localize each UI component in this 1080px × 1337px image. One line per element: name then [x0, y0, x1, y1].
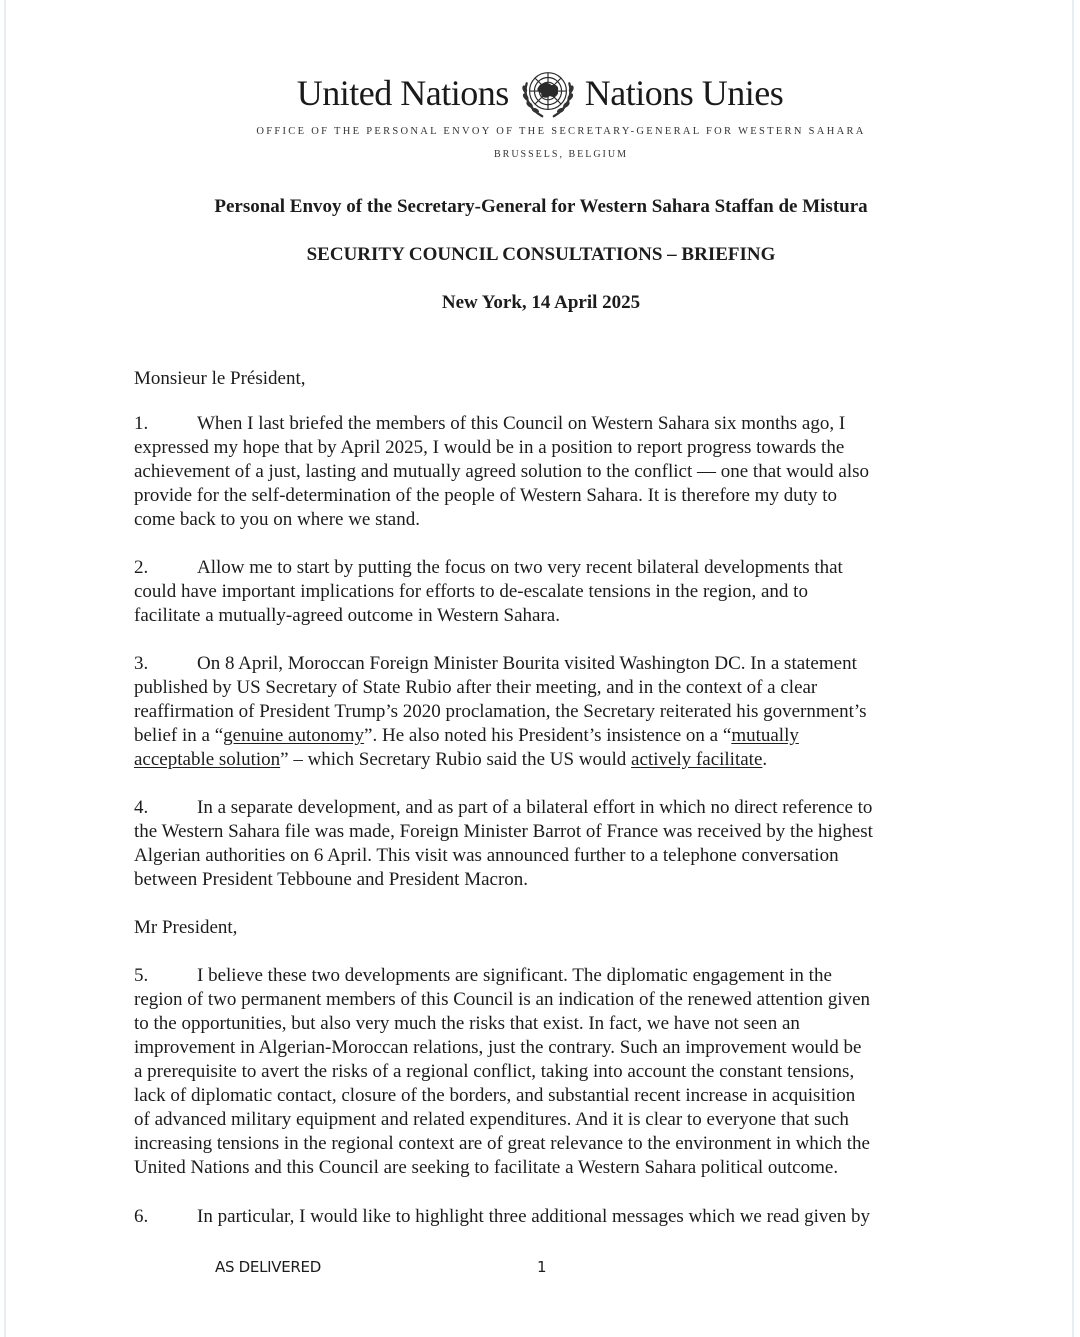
paragraph-line: reaffirmation of President Trump’s 2020 proclamation, the Secretary reiterated his government’s: [134, 701, 867, 722]
dateline: New York, 14 April 2025: [441, 292, 641, 313]
paragraph-line: lack of diplomatic contact, closure of the borders, and substantial recent increase in acquisition: [134, 1085, 856, 1106]
underlined-quote-mutually: mutually: [731, 725, 799, 746]
paragraph-line: I believe these two developments are significant. The diplomatic engagement in the: [197, 965, 832, 986]
document-title: Personal Envoy of the Secretary-General for Western Sahara Staffan de Mistura: [214, 196, 868, 217]
paragraph-number: 5.: [134, 965, 149, 986]
office-city: BRUSSELS, BELGIUM: [493, 149, 628, 160]
document-subtitle: SECURITY COUNCIL CONSULTATIONS – BRIEFING: [306, 244, 776, 265]
office-name: OFFICE OF THE PERSONAL ENVOY OF THE SECRETARY-GENERAL FOR WESTERN SAHARA: [256, 126, 866, 137]
paragraph-number: 4.: [134, 797, 149, 818]
un-emblem-icon: [517, 62, 579, 124]
paragraph-line: belief in a “genuine autonomy”. He also noted his President’s insistence on a “mutually: [134, 725, 799, 746]
paragraph-3: [134, 652, 964, 772]
paragraph-line: achievement of a just, lasting and mutually agreed solution to the conflict — one that would also: [134, 461, 870, 482]
paragraph-number: 6.: [134, 1206, 149, 1227]
underlined-quote-genuine-autonomy: genuine autonomy: [223, 725, 365, 746]
paragraph-line: could have important implications for efforts to de-escalate tensions in the region, and to: [134, 581, 808, 602]
paragraph-line: acceptable solution” – which Secretary Rubio said the US would actively facilitate.: [134, 749, 768, 770]
underlined-quote-acceptable-solution: acceptable solution: [134, 749, 281, 770]
page-number: 1: [537, 1258, 547, 1276]
paragraph-line: of advanced military equipment and related expenditures. And it is clear to everyone that such: [134, 1109, 849, 1130]
paragraph-line: between President Tebboune and President Macron.: [134, 869, 529, 890]
paragraph-number: 3.: [134, 653, 149, 674]
salutation: Mr President,: [134, 917, 238, 938]
paragraph-line: expressed my hope that by April 2025, I would be in a position to report progress towards the: [134, 437, 845, 458]
paragraph-line: the Western Sahara file was made, Foreign Minister Barrot of France was received by the highest: [134, 821, 873, 842]
paragraph-line: facilitate a mutually-agreed outcome in Western Sahara.: [134, 605, 560, 626]
paragraph-line: improvement in Algerian-Moroccan relations, just the contrary. Such an improvement would be: [134, 1037, 862, 1058]
paragraph-line: published by US Secretary of State Rubio after their meeting, and in the context of a clear: [134, 677, 818, 698]
paragraph-line: come back to you on where we stand.: [134, 509, 420, 530]
paragraph-6: [134, 1205, 964, 1229]
paragraph-line: a prerequisite to avert the risks of a regional conflict, taking into account the constant tensions,: [134, 1061, 855, 1082]
paragraph-line: region of two permanent members of this Council is an indication of the renewed attention given: [134, 989, 871, 1010]
paragraph-number: 2.: [134, 557, 149, 578]
paragraph-1: [134, 412, 964, 532]
paragraph-line: to the opportunities, but also very much the risks that exist. In fact, we have not seen an: [134, 1013, 800, 1034]
paragraph-line: On 8 April, Moroccan Foreign Minister Bourita visited Washington DC. In a statement: [197, 653, 857, 674]
paragraph-line: increasing tensions in the regional context are of great relevance to the environment in which the: [134, 1133, 870, 1154]
org-name-english: United Nations: [296, 73, 509, 113]
letterhead: [0, 58, 1080, 128]
paragraph-line: provide for the self-determination of the people of Western Sahara. It is therefore my duty to: [134, 485, 837, 506]
paragraph-5: [134, 964, 964, 1180]
paragraph-line: Algerian authorities on 6 April. This visit was announced further to a telephone conversation: [134, 845, 839, 866]
paragraph-line: In a separate development, and as part of a bilateral effort in which no direct reference to: [197, 797, 873, 818]
underlined-actively-facilitate: actively facilitate: [631, 749, 763, 770]
paragraph-line: United Nations and this Council are seeking to facilitate a Western Sahara political outcome.: [134, 1157, 839, 1178]
paragraph-2: [134, 556, 964, 628]
paragraph-line: Allow me to start by putting the focus on two very recent bilateral developments that: [197, 557, 843, 578]
delivery-status: AS DELIVERED: [215, 1258, 321, 1276]
paragraph-4: [134, 796, 964, 892]
org-name-french: Nations Unies: [584, 73, 784, 113]
paragraph-line: When I last briefed the members of this Council on Western Sahara six months ago, I: [197, 413, 846, 434]
paragraph-number: 1.: [134, 413, 149, 434]
salutation: Monsieur le Président,: [134, 368, 306, 389]
paragraph-line: In particular, I would like to highlight three additional messages which we read given by: [197, 1206, 871, 1227]
